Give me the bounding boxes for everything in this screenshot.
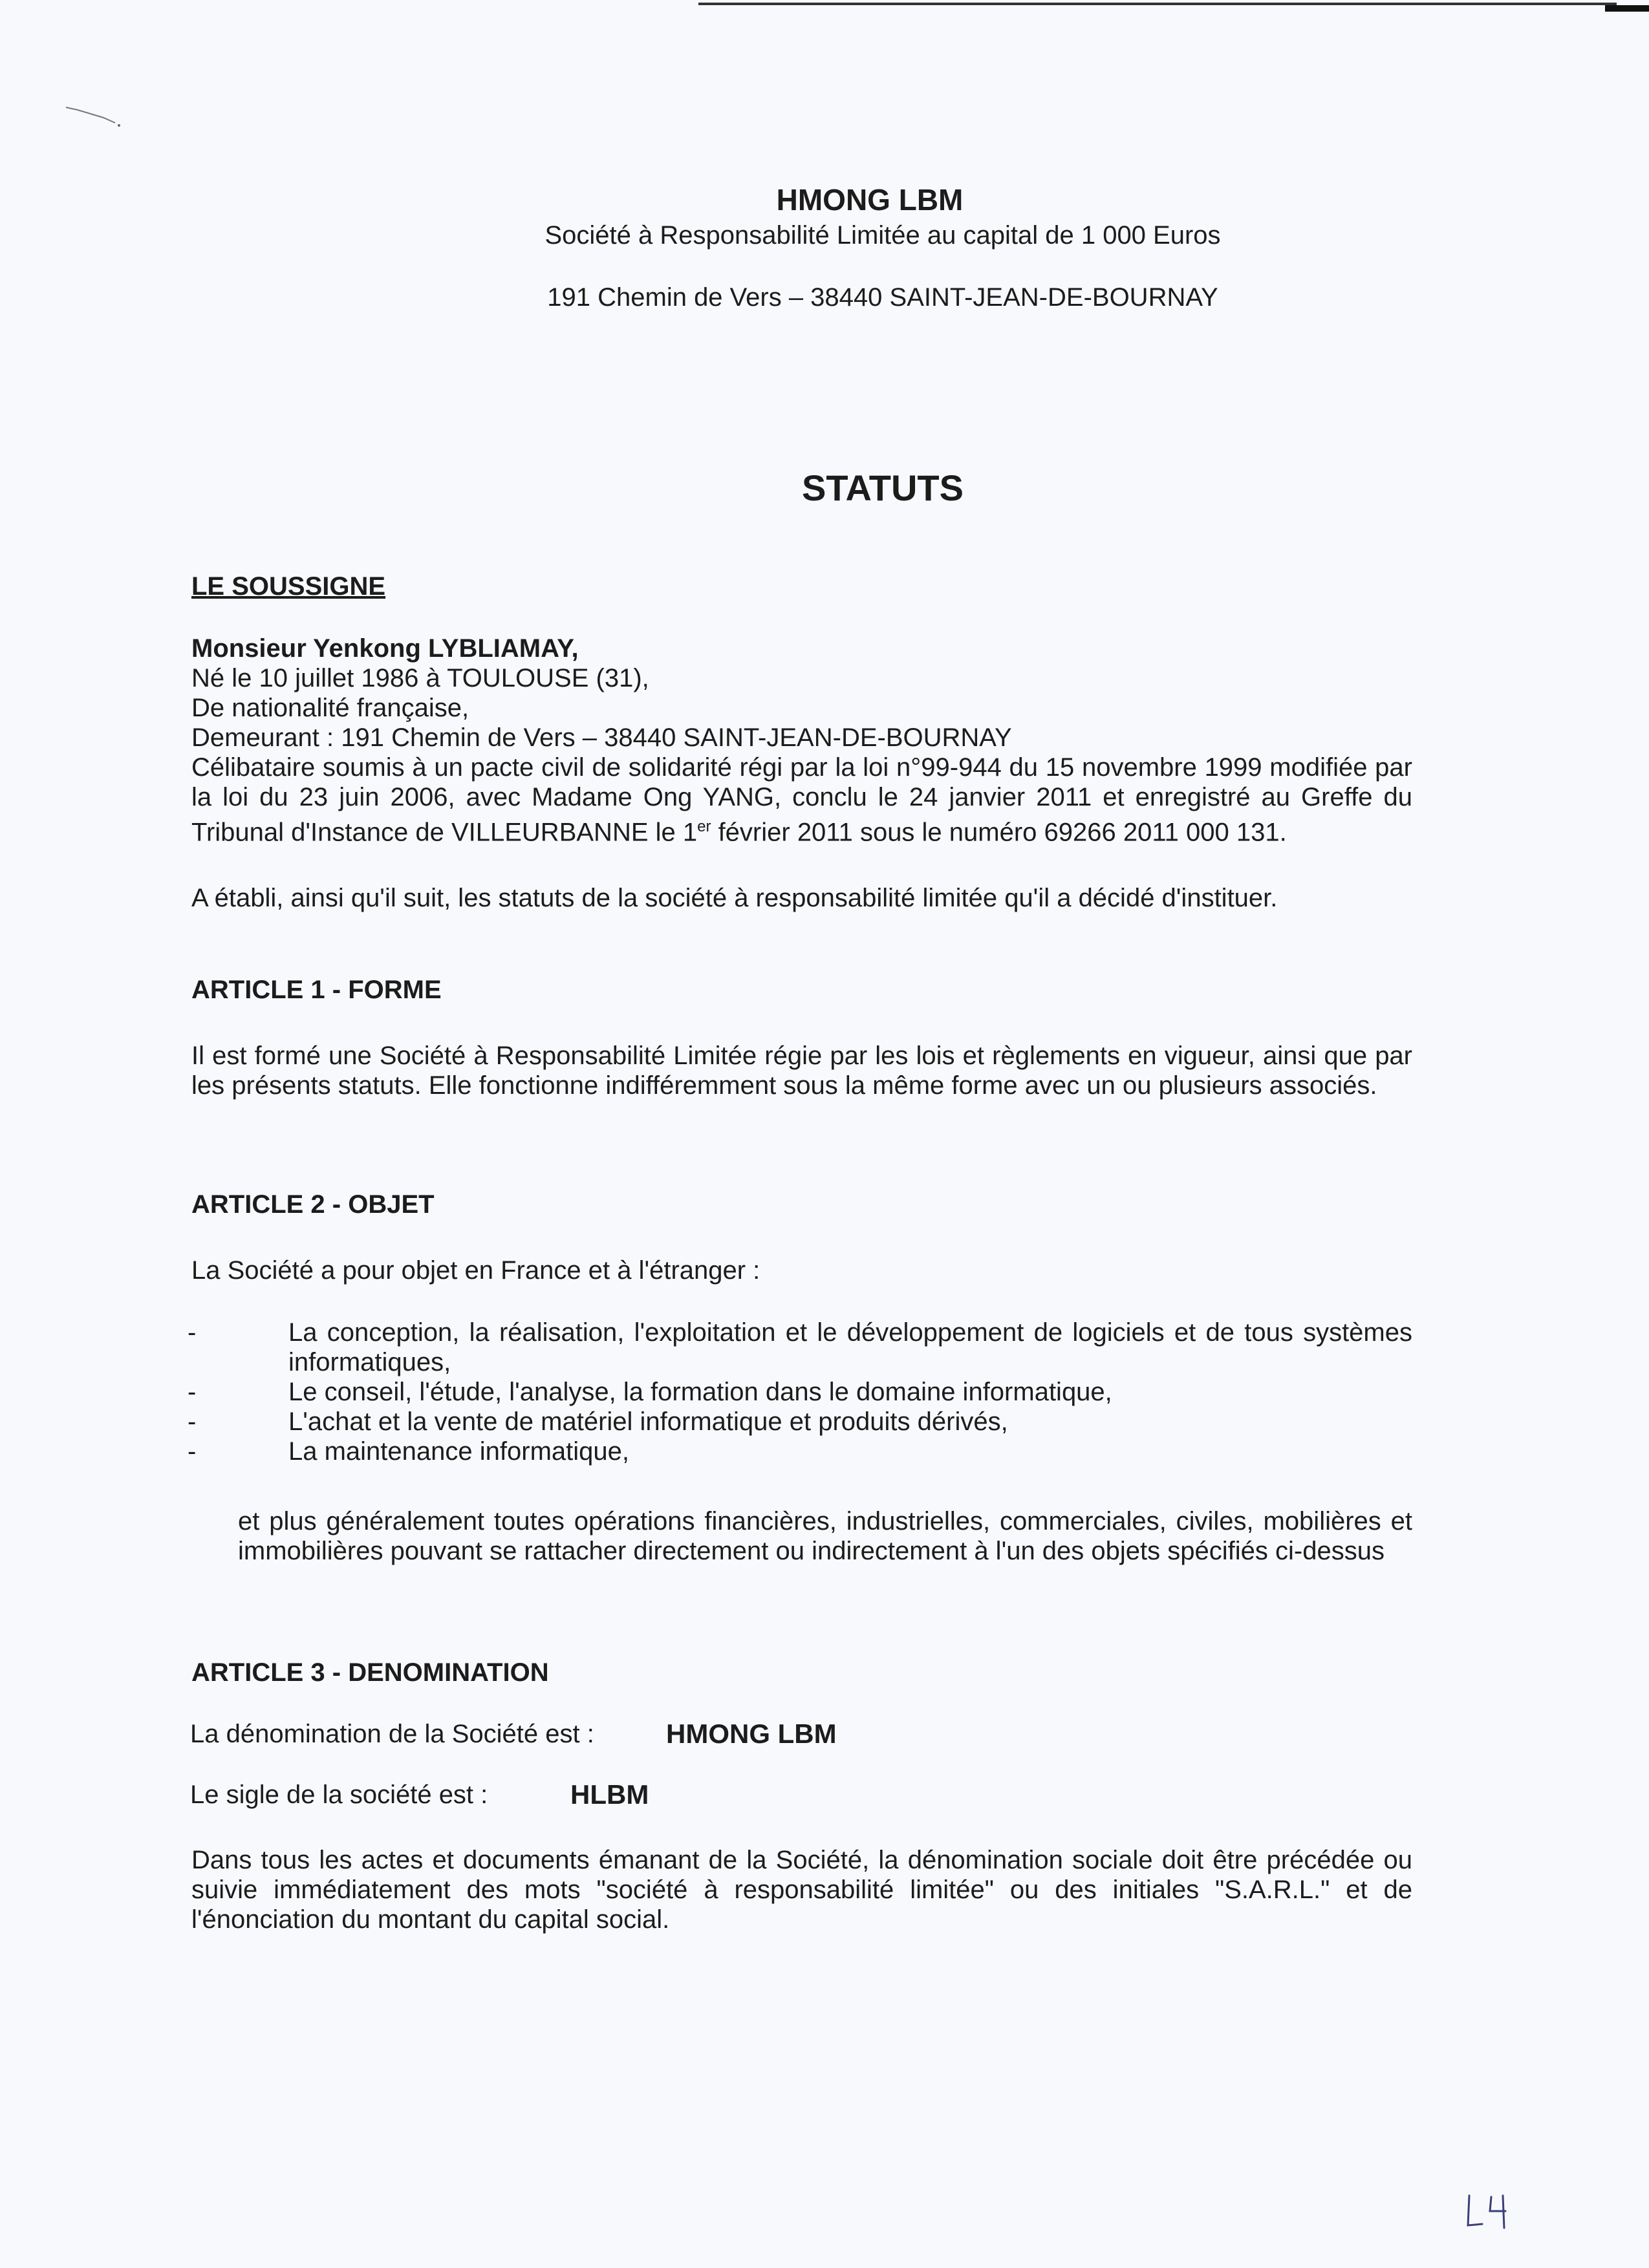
establishment-statement: A établi, ainsi qu'il suit, les statuts de la société à responsabilité limitée qu'il a décidé d'instituer.: [191, 884, 1278, 912]
scan-edge-line: [698, 3, 1617, 5]
marital-ordinal: er: [697, 818, 711, 835]
soussigne-marital-status: [191, 753, 1412, 847]
article3-text: Dans tous les actes et documents émanant de la Société, la dénomination sociale doit être précédée ou suivie immédiatement des mots "société à responsabilité limitée" ou des initiales "S.A.R.L." et de l'énonciation du montant du capital social.: [191, 1846, 1412, 1934]
list-item: [188, 1437, 1412, 1466]
soussigne-name: Monsieur Yenkong LYBLIAMAY,: [191, 634, 579, 663]
list-item-text: L'achat et la vente de matériel informatique et produits dérivés,: [288, 1407, 1008, 1436]
document-title: STATUTS: [802, 467, 964, 508]
article1-heading: ARTICLE 1 - FORME: [191, 976, 442, 1004]
article1-text: Il est formé une Société à Responsabilité Limitée régie par les lois et règlements en vigueur, ainsi que par les présents statuts. Elle fonctionne indifféremment sous la même forme avec un ou plusieurs associés.: [191, 1042, 1412, 1100]
soussigne-birth: Né le 10 juillet 1986 à TOULOUSE (31),: [191, 664, 649, 692]
soussigne-heading: LE SOUSSIGNE: [191, 572, 386, 601]
soussigne-identity: [191, 634, 1412, 753]
article3-heading: ARTICLE 3 - DENOMINATION: [191, 1658, 549, 1687]
denomination-label: La dénomination de la Société est :: [190, 1720, 594, 1748]
marital-text-main: Célibataire soumis à un pacte civil de solidarité régi par la loi n°99-944 du 15 novembre 1999 modifiée par la loi du 23 juin 2006, avec Madame Ong YANG, conclu le 24 janvier 2011 et enregistré au Greffe du Tribunal d'Instance de VILLEURBANNE le 1: [191, 753, 1412, 847]
list-dash: -: [188, 1318, 197, 1347]
article2-heading: ARTICLE 2 - OBJET: [191, 1190, 435, 1219]
article2-intro: La Société a pour objet en France et à l'étranger :: [191, 1256, 760, 1285]
company-name: HMONG LBM: [776, 183, 964, 217]
denomination-row: [190, 1720, 594, 1749]
list-dash: -: [188, 1407, 197, 1436]
scan-smudge: [65, 103, 123, 129]
company-address: 191 Chemin de Vers – 38440 SAINT-JEAN-DE-BOURNAY: [547, 283, 1218, 312]
list-item: [188, 1407, 1412, 1437]
soussigne-residence: Demeurant : 191 Chemin de Vers – 38440 SAINT-JEAN-DE-BOURNAY: [191, 723, 1012, 752]
list-item-text: Le conseil, l'étude, l'analyse, la formation dans le domaine informatique,: [288, 1378, 1112, 1406]
list-item-text: La maintenance informatique,: [288, 1437, 629, 1466]
marital-text-end: février 2011 sous le numéro 69266 2011 000 131.: [711, 818, 1287, 847]
list-item: [188, 1377, 1412, 1407]
scan-edge-corner: [1605, 5, 1649, 12]
list-dash: -: [188, 1378, 197, 1406]
article2-object-list: [188, 1318, 1412, 1466]
list-item: [188, 1318, 1412, 1377]
company-form: Société à Responsabilité Limitée au capital de 1 000 Euros: [544, 221, 1221, 250]
list-dash: -: [188, 1437, 197, 1466]
handwritten-page-mark: [1463, 2192, 1514, 2231]
soussigne-nationality: De nationalité française,: [191, 694, 469, 722]
article2-general-clause: et plus généralement toutes opérations financières, industrielles, commerciales, civiles, mobilières et immobilières pouvant se rattacher directement ou indirectement à l'un des objets spécifiés ci-dessus: [238, 1507, 1412, 1565]
sigle-row: [190, 1781, 488, 1810]
sigle-label: Le sigle de la société est :: [190, 1781, 488, 1809]
sigle-value: HLBM: [570, 1779, 649, 1810]
denomination-value: HMONG LBM: [666, 1718, 837, 1749]
list-item-text: La conception, la réalisation, l'exploitation et le développement de logiciels et de tous systèmes informatiques,: [288, 1318, 1412, 1376]
